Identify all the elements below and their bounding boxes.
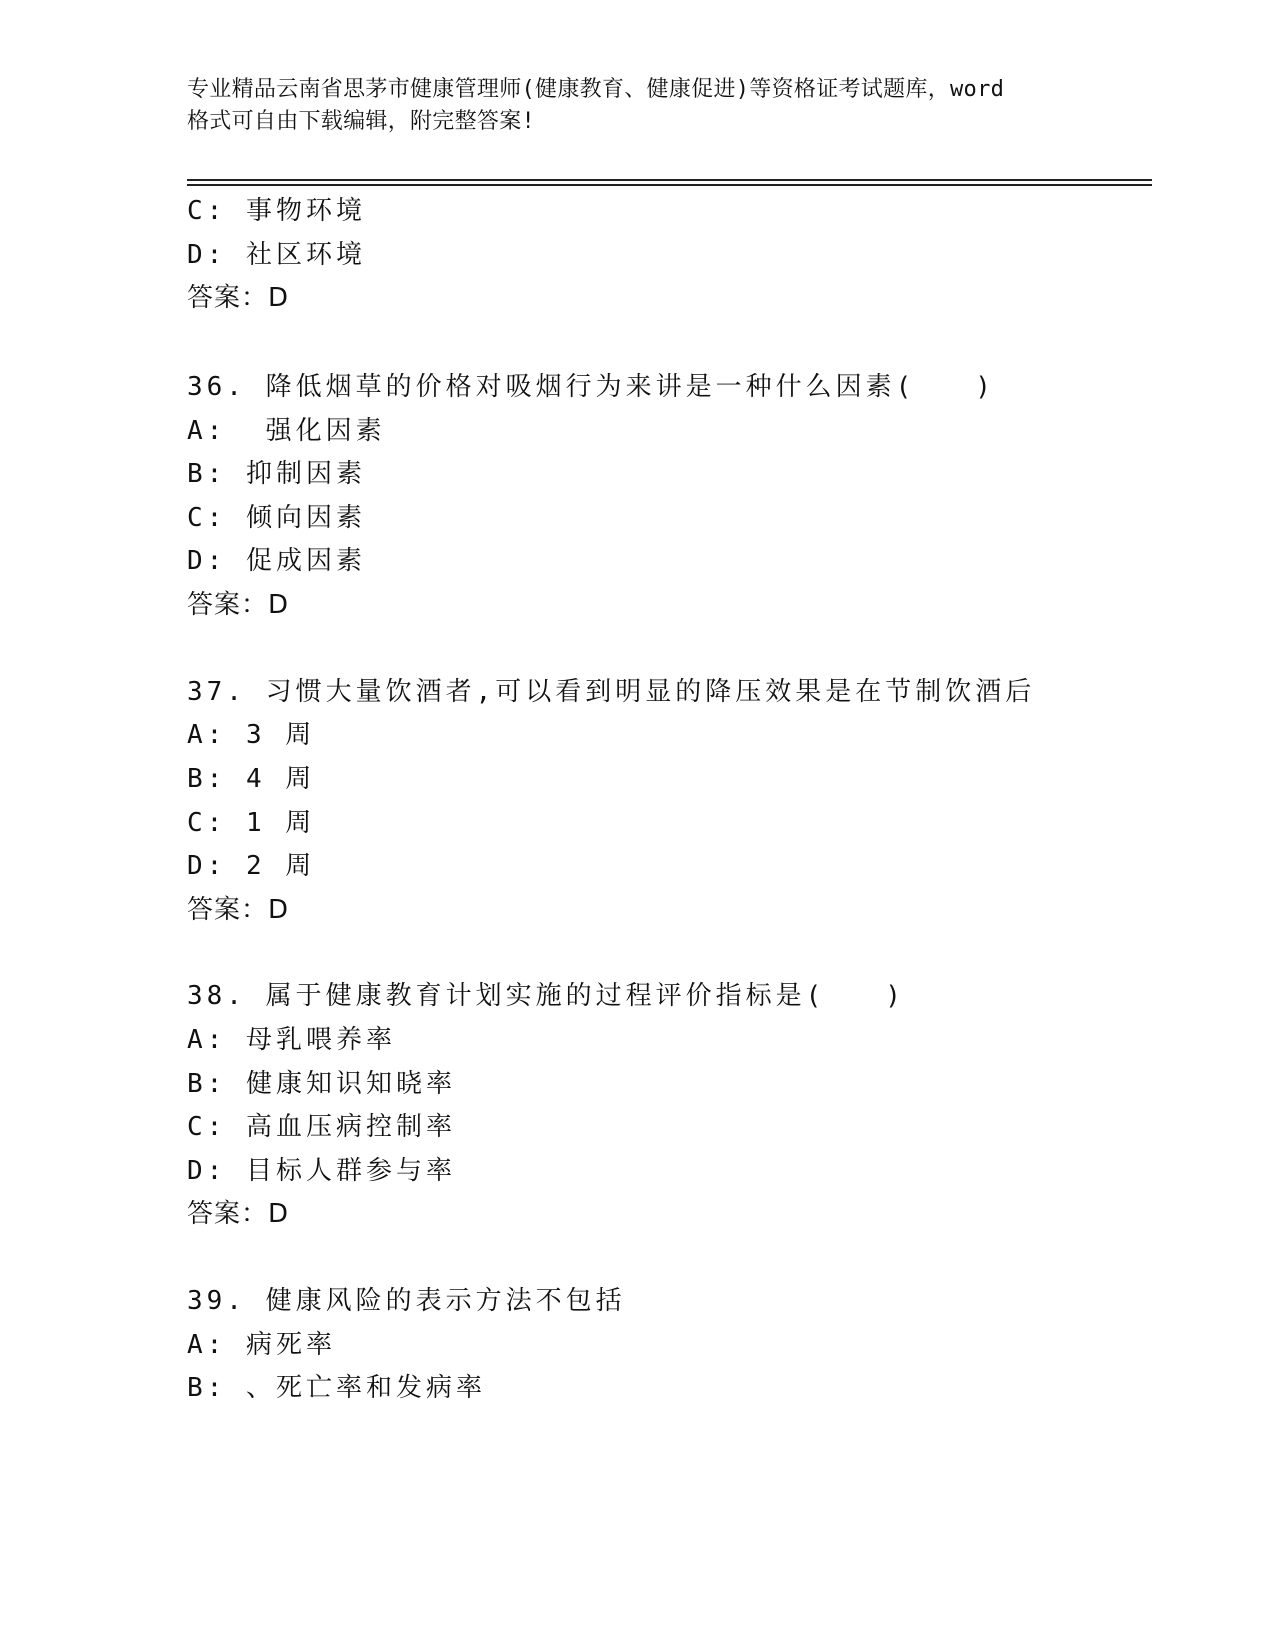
q38-stem: 38. 属于健康教育计划实施的过程评价指标是( ): [187, 981, 905, 1011]
q36-stem: 36. 降低烟草的价格对吸烟行为来讲是一种什么因素( ): [187, 372, 995, 402]
q37-option-c: C: 1 周: [187, 808, 316, 838]
header-divider-bottom: [187, 184, 1152, 186]
q36-option-b: B: 抑制因素: [187, 459, 366, 489]
q37-option-a: A: 3 周: [187, 720, 316, 750]
header-line-1: 专业精品云南省思茅市健康管理师(健康教育、健康促进)等资格证考试题库，word: [187, 77, 1005, 102]
q39-option-b: B: 、死亡率和发病率: [187, 1373, 486, 1403]
q38-answer: 答案：D: [187, 1199, 290, 1229]
q36-answer: 答案：D: [187, 590, 290, 620]
q35-answer: 答案：D: [187, 283, 290, 313]
q36-option-d: D: 促成因素: [187, 546, 366, 576]
q37-stem: 37. 习惯大量饮酒者,可以看到明显的降压效果是在节制饮酒后: [187, 677, 1036, 707]
header-divider-top: [187, 179, 1152, 181]
q39-option-a: A: 病死率: [187, 1330, 336, 1360]
q35-option-d: D: 社区环境: [187, 240, 366, 270]
q38-option-c: C: 高血压病控制率: [187, 1112, 456, 1142]
q36-option-c: C: 倾向因素: [187, 503, 366, 533]
q36-option-a: A: 强化因素: [187, 416, 386, 446]
header-line-2: 格式可自由下载编辑，附完整答案!: [187, 109, 536, 134]
q38-option-a: A: 母乳喂养率: [187, 1025, 396, 1055]
q39-stem: 39. 健康风险的表示方法不包括: [187, 1286, 626, 1316]
q38-option-d: D: 目标人群参与率: [187, 1156, 456, 1186]
q37-option-b: B: 4 周: [187, 764, 316, 794]
document-header: [187, 74, 1087, 138]
q37-answer: 答案：D: [187, 895, 290, 925]
q37-option-d: D: 2 周: [187, 851, 316, 881]
q35-option-c: C: 事物环境: [187, 196, 366, 226]
q38-option-b: B: 健康知识知晓率: [187, 1069, 456, 1099]
